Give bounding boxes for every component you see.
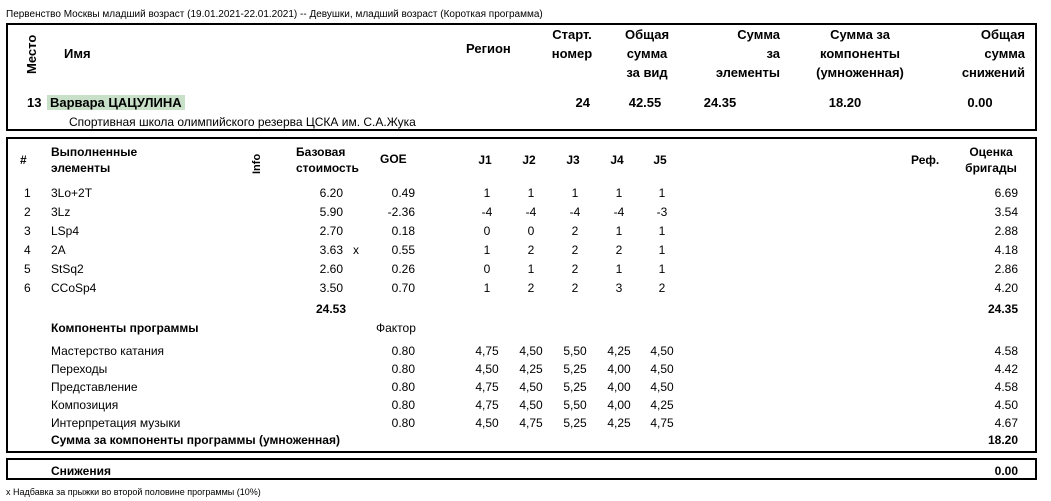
element-judge-5: 1 — [658, 262, 666, 276]
element-judge-1: 1 — [483, 186, 491, 200]
component-judge-2: 4,50 — [519, 344, 543, 358]
deductions-box — [6, 458, 1037, 480]
component-judge-2: 4,75 — [519, 416, 543, 430]
component-judge-2: 4,25 — [519, 362, 543, 376]
component-judge-5: 4,25 — [650, 398, 674, 412]
component-judge-3: 5,25 — [563, 416, 587, 430]
components-sum-header: Сумма за компоненты (умноженная) — [816, 27, 904, 80]
element-panel-score: 4.20 — [994, 281, 1018, 295]
component-judge-1: 4,75 — [475, 380, 499, 394]
component-factor: 0.80 — [391, 362, 415, 376]
component-judge-5: 4,75 — [650, 416, 674, 430]
element-judge-2: -4 — [525, 205, 537, 219]
element-base: 6.20 — [319, 186, 343, 200]
skater-total: 42.55 — [628, 95, 662, 110]
element-num: 4 — [24, 243, 31, 257]
component-judge-4: 4,00 — [607, 398, 631, 412]
component-judge-3: 5,25 — [563, 362, 587, 376]
component-judge-3: 5,50 — [563, 344, 587, 358]
element-judge-2: 1 — [527, 186, 535, 200]
component-judge-3: 5,25 — [563, 380, 587, 394]
component-judge-3: 5,50 — [563, 398, 587, 412]
component-name: Переходы — [51, 362, 108, 376]
element-judge-3: 2 — [571, 281, 579, 295]
base-total: 24.53 — [315, 302, 346, 316]
element-judge-2: 1 — [527, 262, 535, 276]
element-num: 3 — [24, 224, 31, 238]
element-num: 1 — [24, 186, 31, 200]
element-name: StSq2 — [51, 262, 84, 276]
element-judge-2: 0 — [527, 224, 535, 238]
component-judge-5: 4,50 — [650, 380, 674, 394]
element-judge-1: -4 — [481, 205, 493, 219]
region-header: Регион — [466, 41, 511, 56]
footnote: x Надбавка за прыжки во второй половине программы (10%) — [6, 487, 261, 497]
element-goe: 0.49 — [391, 186, 415, 200]
element-num: 2 — [24, 205, 31, 219]
element-num: 6 — [24, 281, 31, 295]
element-name: LSp4 — [51, 224, 80, 238]
start-no-header: Старт. номер — [551, 27, 593, 61]
element-judge-2: 2 — [527, 243, 535, 257]
component-judge-2: 4,50 — [519, 398, 543, 412]
element-base: 3.50 — [319, 281, 343, 295]
component-panel-score: 4.58 — [994, 344, 1018, 358]
panel-score-header: Оценка бригады — [965, 145, 1017, 175]
element-name: 3Lz — [51, 205, 71, 219]
element-judge-4: 1 — [615, 186, 623, 200]
element-base: 5.90 — [319, 205, 343, 219]
components-sum-label: Сумма за компоненты программы (умноженная) — [51, 433, 340, 447]
component-judge-2: 4,50 — [519, 380, 543, 394]
element-panel-score: 2.86 — [994, 262, 1018, 276]
component-panel-score: 4.58 — [994, 380, 1018, 394]
skater-components-total: 18.20 — [828, 95, 862, 110]
element-judge-4: 1 — [615, 262, 623, 276]
element-judge-1: 0 — [483, 224, 491, 238]
element-panel-score: 4.18 — [994, 243, 1018, 257]
component-judge-5: 4,50 — [650, 362, 674, 376]
element-judge-1: 1 — [483, 243, 491, 257]
element-judge-2: 2 — [527, 281, 535, 295]
component-factor: 0.80 — [391, 416, 415, 430]
j5-header: J5 — [653, 153, 667, 167]
element-num: 5 — [24, 262, 31, 276]
element-panel-score: 2.88 — [994, 224, 1018, 238]
component-judge-4: 4,25 — [607, 416, 631, 430]
component-judge-1: 4,75 — [475, 398, 499, 412]
element-bonus-mark: x — [353, 243, 359, 257]
element-base: 3.63 — [319, 243, 343, 257]
element-panel-score: 3.54 — [994, 205, 1018, 219]
component-judge-4: 4,25 — [607, 344, 631, 358]
component-name: Представление — [51, 380, 138, 394]
skater-club: Спортивная школа олимпийского резерва ЦСКА им. С.А.Жука — [69, 115, 416, 129]
element-goe: 0.26 — [391, 262, 415, 276]
component-judge-4: 4,00 — [607, 362, 631, 376]
skater-start-no: 24 — [575, 95, 590, 110]
component-factor: 0.80 — [391, 398, 415, 412]
component-judge-1: 4,50 — [475, 416, 499, 430]
skater-deductions-total: 0.00 — [967, 95, 993, 110]
element-judge-3: 2 — [571, 262, 579, 276]
element-judge-5: -3 — [656, 205, 668, 219]
component-name: Интерпретация музыки — [51, 416, 181, 430]
deductions-label: Снижения — [51, 464, 111, 478]
element-name: CCoSp4 — [51, 281, 97, 295]
element-judge-3: 2 — [571, 224, 579, 238]
deductions-sum-header: Общая сумма снижений — [961, 27, 1025, 80]
element-judge-3: -4 — [569, 205, 581, 219]
element-name: 2A — [51, 243, 66, 257]
element-judge-1: 0 — [483, 262, 491, 276]
factor-header: Фактор — [376, 321, 416, 335]
info-header: Info — [251, 153, 263, 174]
element-goe: -2.36 — [387, 205, 415, 219]
total-header: Общая сумма за вид — [624, 27, 670, 80]
element-judge-3: 2 — [571, 243, 579, 257]
component-judge-1: 4,75 — [475, 344, 499, 358]
name-header: Имя — [64, 46, 91, 61]
element-judge-4: 1 — [615, 224, 623, 238]
component-panel-score: 4.42 — [994, 362, 1018, 376]
num-header: # — [20, 153, 27, 167]
component-factor: 0.80 — [391, 380, 415, 394]
components-title: Компоненты программы — [51, 321, 199, 335]
goe-header: GOE — [380, 152, 407, 166]
component-name: Композиция — [51, 398, 119, 412]
elements-sum-header: Сумма за элементы — [715, 27, 780, 80]
ref-header: Реф. — [911, 153, 940, 167]
element-judge-3: 1 — [571, 186, 579, 200]
element-judge-5: 1 — [658, 243, 666, 257]
skater-place: 13 — [27, 95, 42, 110]
element-goe: 0.70 — [391, 281, 415, 295]
element-base: 2.60 — [319, 262, 343, 276]
element-goe: 0.55 — [391, 243, 415, 257]
j2-header: J2 — [522, 153, 536, 167]
element-base: 2.70 — [319, 224, 343, 238]
components-sum-value: 18.20 — [987, 433, 1018, 447]
element-panel-score: 6.69 — [994, 186, 1018, 200]
component-name: Мастерство катания — [51, 344, 165, 358]
component-factor: 0.80 — [391, 344, 415, 358]
j4-header: J4 — [610, 153, 624, 167]
component-panel-score: 4.67 — [994, 416, 1018, 430]
place-header: Место — [24, 34, 39, 74]
elements-header: Выполненные элементы — [51, 145, 138, 175]
skater-elements-total: 24.35 — [703, 95, 737, 110]
element-judge-1: 1 — [483, 281, 491, 295]
elements-score-total: 24.35 — [987, 302, 1018, 316]
element-name: 3Lo+2T — [51, 186, 93, 200]
protocol-title: Первенство Москвы младший возраст (19.01.2021-22.01.2021) -- Девушки, младший возраст (Короткая программа) — [6, 9, 543, 20]
component-judge-1: 4,50 — [475, 362, 499, 376]
component-judge-4: 4,00 — [607, 380, 631, 394]
element-judge-5: 1 — [658, 224, 666, 238]
element-judge-5: 2 — [658, 281, 666, 295]
component-panel-score: 4.50 — [994, 398, 1018, 412]
element-judge-4: -4 — [613, 205, 625, 219]
skater-name: Варвара ЦАЦУЛИНА — [47, 94, 185, 112]
element-judge-4: 2 — [615, 243, 623, 257]
element-judge-5: 1 — [658, 186, 666, 200]
element-judge-4: 3 — [615, 281, 623, 295]
deductions-value: 0.00 — [994, 464, 1018, 478]
element-goe: 0.18 — [391, 224, 415, 238]
j1-header: J1 — [478, 153, 492, 167]
component-judge-5: 4,50 — [650, 344, 674, 358]
base-value-header: Базовая стоимость — [296, 145, 359, 175]
j3-header: J3 — [566, 153, 580, 167]
